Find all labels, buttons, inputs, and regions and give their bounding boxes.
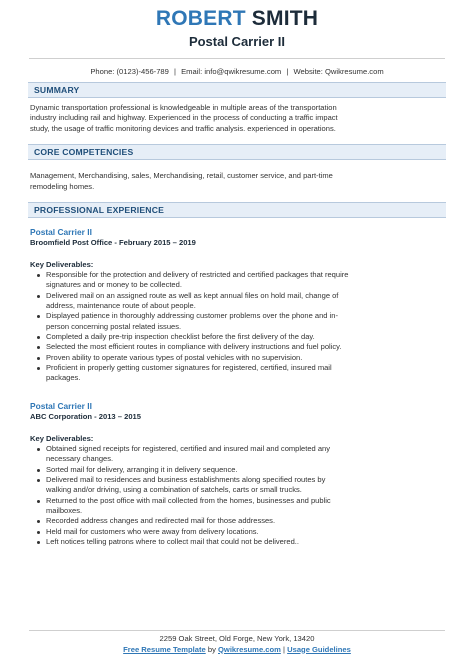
footer-address: 2259 Oak Street, Old Forge, New York, 13420 — [159, 634, 315, 643]
list-item: Proven ability to operate various types of postal vehicles with no supervision. — [37, 353, 444, 363]
list-item: Returned to the post office with mail collected from the homes, businesses and public mailboxes. — [37, 496, 444, 517]
first-name: ROBERT — [155, 7, 246, 30]
experience-section-header — [28, 202, 446, 218]
contact-line — [0, 67, 474, 77]
footer-by-text: by — [207, 644, 216, 654]
job-2-title: Postal Carrier II — [30, 400, 92, 411]
job-1-title: Postal Carrier II — [30, 227, 92, 238]
free-resume-template-link[interactable]: Free Resume Template — [123, 644, 206, 654]
footer-credits — [0, 645, 474, 656]
competencies-text — [30, 171, 445, 192]
list-item: Proficient in properly getting customer signatures for registered, certified, insured mail packages. — [37, 363, 444, 384]
page-footer — [0, 630, 474, 655]
list-item: Left notices telling patrons where to collect mail that could not be delivered.. — [37, 537, 444, 547]
list-item: Sorted mail for delivery, arranging it in delivery sequence. — [37, 465, 444, 475]
list-item: Delivered mail to residences and business establishments along specified routes by walking and/or driving, using a combination of satchels, carts or small trucks. — [37, 475, 444, 496]
contact-separator: | — [286, 67, 289, 76]
list-item: Displayed patience in thoroughly addressing customer problems over the phone and in- person concerning postal related issues. — [37, 311, 444, 332]
list-item: Selected the most efficient routes in compliance with delivery instructions and fuel policy. — [37, 342, 444, 352]
experience-heading: PROFESSIONAL EXPERIENCE — [34, 205, 165, 216]
list-item: Recorded address changes and redirected mail for those addresses. — [37, 516, 444, 526]
usage-guidelines-link[interactable]: Usage Guidelines — [287, 644, 351, 654]
summary-text — [30, 103, 445, 134]
footer-separator: | — [283, 644, 285, 654]
contact-separator: | — [174, 67, 176, 76]
qwikresume-link[interactable]: Qwikresume.com — [218, 644, 281, 654]
contact-website: Website: Qwikresume.com — [293, 67, 384, 76]
list-item: Responsible for the protection and delivery of restricted and certified packages that require signatures and or money to be collected. — [37, 270, 444, 291]
list-item: Completed a daily pre-trip inspection checklist before the first delivery of the day. — [37, 332, 444, 342]
job-2-deliverables-label: Key Deliverables: — [30, 433, 94, 443]
header-divider — [29, 58, 445, 59]
job-1-deliverables-label: Key Deliverables: — [30, 260, 94, 270]
summary-line: Dynamic transportation professional is knowledgeable in multiple areas of the transportation — [30, 103, 337, 112]
job-title-heading: Postal Carrier II — [188, 34, 286, 49]
job-2-deliverables-list — [37, 444, 444, 547]
list-item: Delivered mail on an assigned route as well as kept annual files on hold mail, change of address, maintenance route of about people. — [37, 291, 444, 312]
summary-heading: SUMMARY — [34, 85, 80, 95]
last-name: SMITH — [251, 7, 319, 30]
contact-email: Email: info@qwikresume.com — [181, 67, 282, 76]
list-item: Obtained signed receipts for registered, certified and insured mail and completed any necessary changes. — [37, 444, 444, 465]
contact-phone: Phone: (0123)-456-789 — [90, 67, 169, 76]
summary-section-header — [28, 82, 446, 98]
competencies-section-header — [28, 144, 446, 160]
list-item: Held mail for customers who were away from delivery locations. — [37, 527, 444, 537]
competencies-heading: CORE COMPETENCIES — [34, 147, 134, 158]
job-1-company: Broomfield Post Office - February 2015 – 2019 — [30, 238, 196, 248]
job-1-deliverables-list — [37, 270, 444, 384]
footer-divider — [29, 630, 445, 631]
summary-line: industry including rail and highway. Experienced in the process of conducting a traffic impact — [30, 113, 338, 123]
resume-header — [0, 0, 474, 50]
competencies-line: remodeling homes. — [30, 181, 95, 191]
candidate-name — [0, 7, 474, 31]
competencies-line: Management, Merchandising, sales, Merchandising, retail, customer service, and part-time — [30, 171, 333, 181]
summary-line: study, the usage of traffic monitoring devices and traffic analysis. experienced in operations. — [30, 123, 336, 133]
job-2-company: ABC Corporation - 2013 – 2015 — [30, 411, 141, 421]
